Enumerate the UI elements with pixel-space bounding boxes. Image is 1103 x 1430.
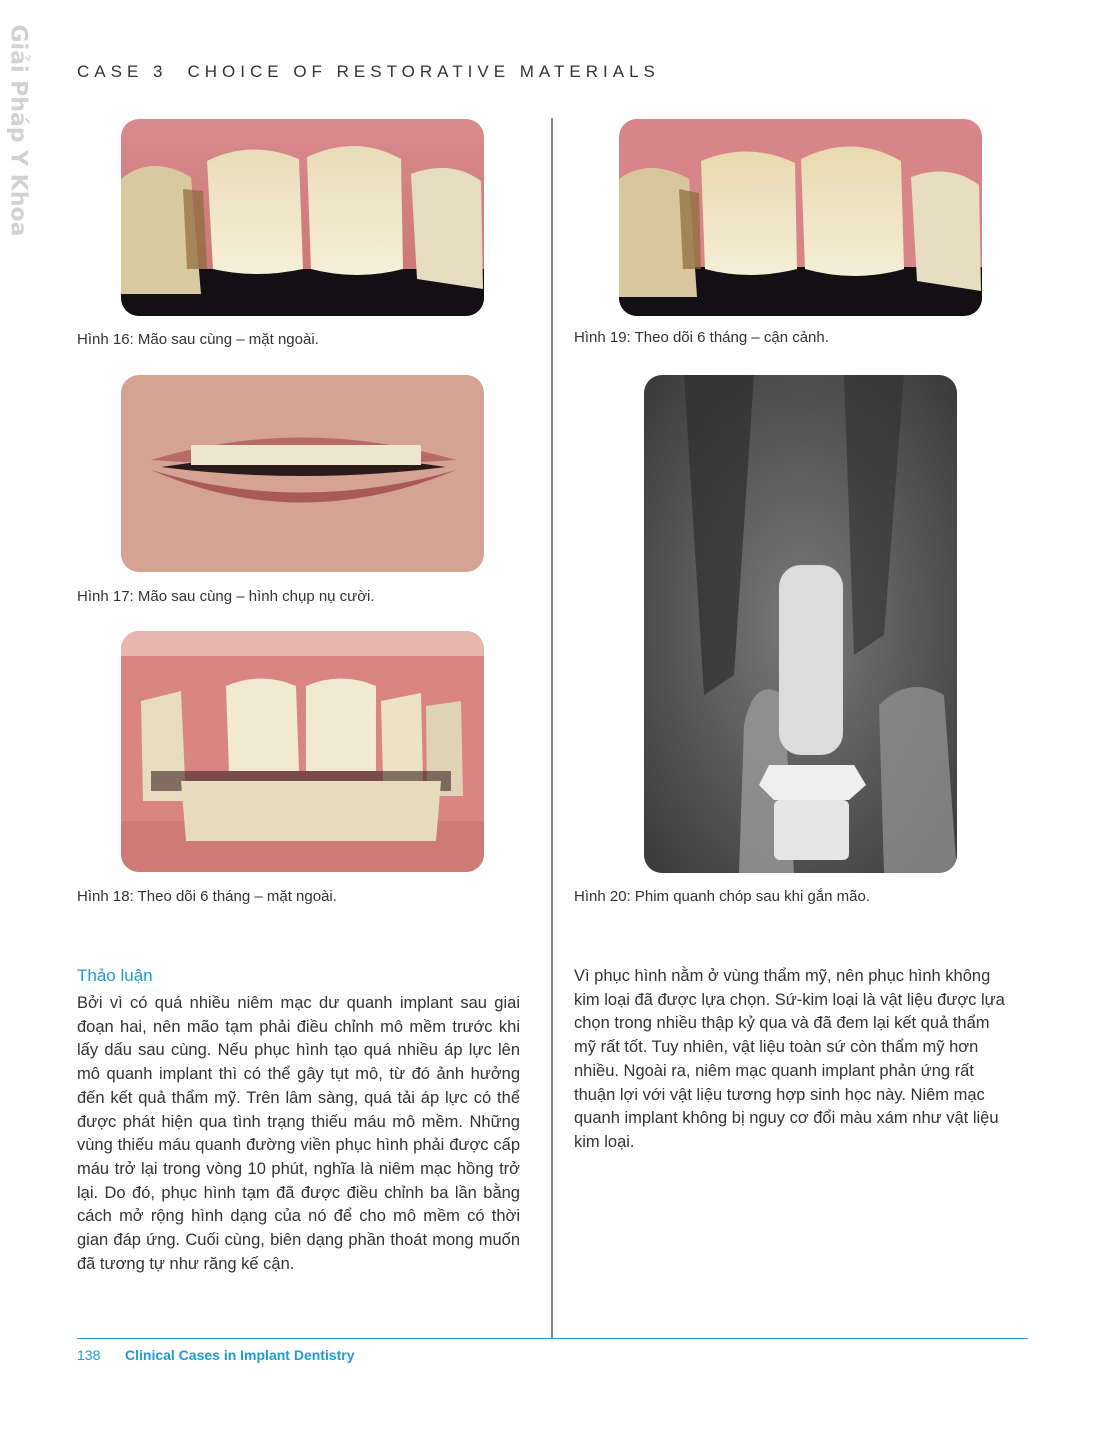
figure-18-photo xyxy=(121,631,484,872)
discussion-right-paragraph: Vì phục hình nằm ở vùng thẩm mỹ, nên phục hình không kim loại đã được lựa chọn. Sứ-kim loại là vật liệu được lựa chọn trong nhiều thập kỷ qua và đã đem lại kết quả thẩm mỹ rất tốt. Tuy nhiên, vật liệu toàn sứ còn thẩm mỹ hơn nhiều. Ngoài ra, niêm mạc quanh implant phản ứng rất thuận lợi với vật liệu tương hợp sinh học này. Niêm mạc quanh implant không bị nguy cơ đổi màu xám như vật liệu kim loại. xyxy=(574,967,1005,1151)
chapter-title: CHOICE OF RESTORATIVE MATERIALS xyxy=(187,62,660,81)
figure-19-caption: Hình 19: Theo dõi 6 tháng – cận cảnh. xyxy=(574,329,829,346)
discussion-left-paragraph: Bởi vì có quá nhiều niêm mạc dư quanh implant sau giai đoạn hai, nên mão tạm phải điều chỉnh mô mềm trước khi lấy dấu sau cùng. Nếu phục hình tạo quá nhiều áp lực lên mô quanh implant thì có thể gây tụt mô, từ đó ảnh hưởng đến kết quả thẩm mỹ. Trên lâm sàng, quá tải áp lực có thể được phát hiện qua tình trạng thiếu máu mô mềm. Những vùng thiếu máu quanh đường viền phục hình phải được cấp máu trở lại trong vòng 10 phút, nghĩa là niêm mạc hồng trở lại. Do đó, phục hình tạm đã được điều chỉnh ba lần bằng cách mở rộng hình dạng của nó để cho mô mềm có thời gian đáp ứng. Cuối cùng, biên dạng phần thoát mong muốn đã tương tự như răng kế cận. xyxy=(77,994,520,1273)
figure-20-caption: Hình 20: Phim quanh chóp sau khi gắn mão. xyxy=(574,888,871,905)
figure-19-photo xyxy=(619,119,982,316)
page-number: 138 xyxy=(77,1347,101,1363)
footer-rule xyxy=(77,1338,1028,1339)
figure-17-caption: Hình 17: Mão sau cùng – hình chụp nụ cười. xyxy=(77,588,375,605)
figure-16-caption: Hình 16: Mão sau cùng – mặt ngoài. xyxy=(77,331,319,348)
case-label: CASE 3 xyxy=(77,62,168,81)
watermark: Giải Pháp Y Khoa xyxy=(5,24,31,237)
running-header xyxy=(77,62,660,82)
figure-20-radiograph xyxy=(644,375,957,873)
figure-17-photo xyxy=(121,375,484,572)
figure-18-caption: Hình 18: Theo dõi 6 tháng – mặt ngoài. xyxy=(77,888,337,905)
figure-16-photo xyxy=(121,119,484,316)
discussion-heading: Thảo luận xyxy=(77,966,153,985)
book-title: Clinical Cases in Implant Dentistry xyxy=(125,1347,355,1363)
column-divider xyxy=(551,118,553,1338)
